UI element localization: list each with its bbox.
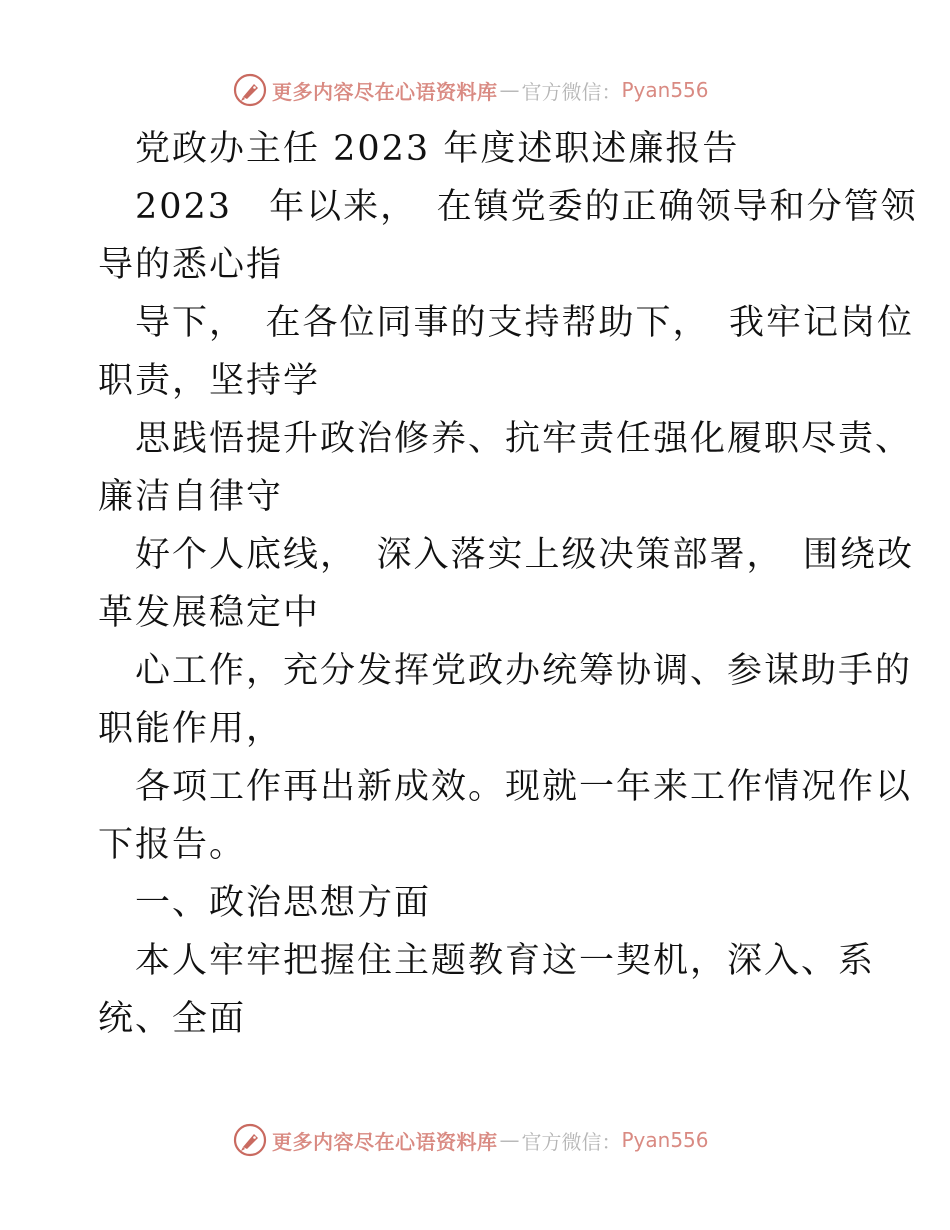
watermark-dash: — xyxy=(499,78,520,102)
paragraph-line: 心工作，充分发挥党政办统筹协调、参谋助手的 xyxy=(135,651,913,691)
watermark-wechat-label: 官方微信： xyxy=(521,1129,622,1154)
document-title: 党政办主任 2023 年度述职述廉报告 xyxy=(135,129,740,169)
watermark-text: 更多内容尽在心语资料库 xyxy=(272,1129,498,1154)
paragraph-line: 导下， 在各位同事的支持帮助下， 我牢记岗位 xyxy=(135,303,915,343)
watermark-wechat-label: 官方微信： xyxy=(521,79,622,104)
section-heading: 一、政治思想方面 xyxy=(135,883,432,923)
watermark-wechat-id: Pyan556 xyxy=(621,1128,709,1152)
paragraph-line: 职能作用， xyxy=(98,709,284,749)
paragraph-line: 本人牢牢把握住主题教育这一契机，深入、系 xyxy=(135,941,876,981)
watermark-wechat-id: Pyan556 xyxy=(621,78,709,102)
watermark-dash: — xyxy=(499,1128,520,1152)
paragraph-line: 2023 年以来， 在镇党委的正确领导和分管领 xyxy=(135,187,918,227)
watermark-text: 更多内容尽在心语资料库 xyxy=(272,79,498,104)
paragraph-line: 好个人底线， 深入落实上级决策部署， 围绕改 xyxy=(135,535,915,575)
paragraph-line: 思践悟提升政治修养、抗牢责任强化履职尽责、 xyxy=(135,419,913,459)
pen-nib-icon xyxy=(232,72,268,108)
pen-nib-icon xyxy=(232,1122,268,1158)
header-watermark xyxy=(232,70,709,110)
paragraph-line: 导的悉心指 xyxy=(98,245,284,285)
document-body xyxy=(98,120,918,1048)
paragraph-line: 职责，坚持学 xyxy=(98,361,321,401)
paragraph-line: 统、全面 xyxy=(98,999,247,1039)
paragraph-line: 各项工作再出新成效。现就一年来工作情况作以 xyxy=(135,767,913,807)
paragraph-line: 革发展稳定中 xyxy=(98,593,321,633)
paragraph-line: 下报告。 xyxy=(98,825,247,865)
footer-watermark xyxy=(232,1120,709,1160)
paragraph-line: 廉洁自律守 xyxy=(98,477,284,517)
